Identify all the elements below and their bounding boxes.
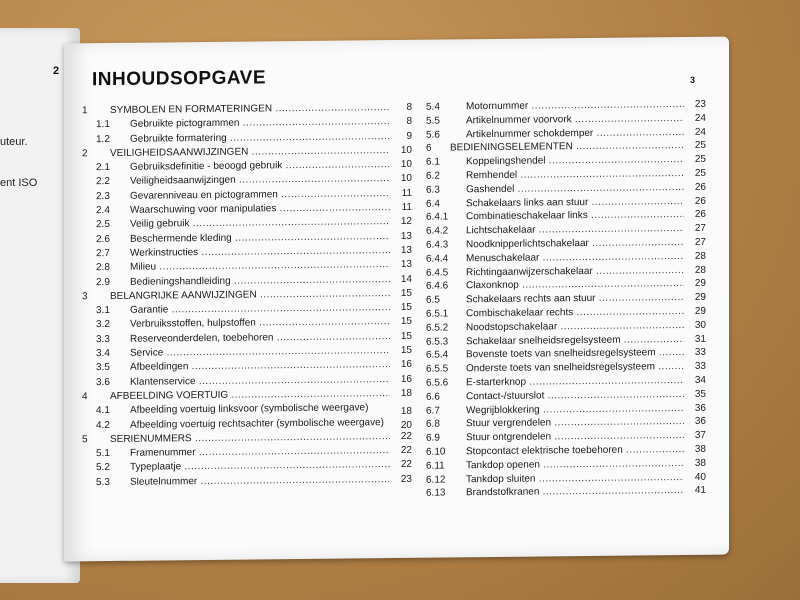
toc-entry-page: 20	[400, 419, 412, 431]
toc-entry-number: 6.5.2	[426, 322, 449, 334]
toc-entry	[426, 485, 706, 502]
toc-entry-page: 25	[694, 140, 706, 152]
toc-entry-number: 6.5.6	[426, 377, 449, 389]
toc-entry-page: 34	[694, 374, 706, 386]
toc-entry-page: 14	[400, 273, 412, 285]
toc-entry-page: 13	[400, 244, 412, 256]
toc-entry-number: 6.4.3	[426, 239, 449, 251]
toc-entry-page: 18	[400, 387, 412, 399]
toc-entry-page: 38	[694, 443, 706, 455]
toc-entry-title: Richtingaanwijzerschakelaar .....	[466, 265, 684, 278]
toc-entry-page: 15	[400, 301, 412, 314]
toc-entry-title: Garantie .....	[130, 302, 390, 316]
toc-entry	[82, 474, 412, 492]
toc-entry-page: 8	[406, 116, 412, 128]
toc-entry-number: 3.2	[96, 319, 110, 331]
toc-entry-title: Bovenste toets van snelheidsregelsysteem .....	[466, 347, 684, 360]
toc-entry-number: 6.13	[426, 487, 446, 500]
toc-entry-page: 15	[400, 344, 412, 357]
toc-entry-number: 3.3	[96, 333, 110, 345]
toc-entry-page: 12	[400, 216, 412, 228]
toc-entry-number: 6.4.4	[426, 253, 449, 265]
toc-entry-page: 16	[400, 373, 412, 385]
toc-entry-title: Artikelnummer schokdemper .....	[466, 127, 684, 140]
toc-entry-number: 6.9	[426, 432, 440, 444]
toc-entry-title: Contact-/stuurslot .....	[466, 389, 684, 402]
toc-entry-page: 33	[694, 347, 706, 359]
left-page-number: 2	[53, 65, 60, 77]
toc-entry-page: 27	[694, 236, 706, 248]
toc-entry-number: 4.2	[96, 419, 110, 431]
left-page-text-fragment: ent ISO	[0, 177, 38, 189]
toc-entry-title: Koppelingshendel .....	[466, 154, 684, 167]
toc-entry-number: 1.1	[96, 119, 110, 131]
toc-entry-page: 18	[400, 405, 412, 417]
toc-entry-page: 33	[694, 360, 706, 373]
toc-entry-title: Waarschuwing voor manipulaties .....	[130, 202, 390, 216]
page-title: INHOUDSOPGAVE	[92, 67, 267, 91]
toc-entry-page: 30	[694, 319, 706, 331]
toc-entry-title: Menuschakelaar .....	[466, 251, 684, 264]
toc-entry-number: 2	[82, 148, 88, 160]
toc-entry-page: 13	[400, 230, 412, 242]
toc-entry-title: Sleutelnummer .....	[130, 474, 390, 488]
toc-entry-page: 23	[400, 473, 412, 485]
toc-entry-number: 2.5	[96, 219, 110, 231]
toc-entry-title: AFBEELDING VOERTUIG .....	[110, 388, 390, 402]
toc-entry-page: 16	[400, 359, 412, 371]
toc-entry-page: 29	[694, 305, 706, 317]
toc-entry-title: Motornummer .....	[466, 99, 684, 112]
toc-entry-title: Tankdop sluiten .....	[466, 472, 684, 485]
toc-entry-number: 3	[82, 291, 88, 303]
toc-entry-page: 31	[694, 333, 706, 345]
toc-entry-title: BELANGRIJKE AANWIJZINGEN .....	[110, 288, 390, 302]
toc-entry-title: Gebruikte pictogrammen .....	[130, 116, 390, 130]
toc-entry-number: 4	[82, 391, 88, 403]
toc-entry-number: 5.3	[96, 476, 110, 488]
toc-entry-title: Afbeeldingen .....	[130, 359, 390, 373]
toc-entry-number: 5.4	[426, 101, 440, 113]
toc-entry-number: 6.10	[426, 446, 446, 458]
toc-entry-number: 6.3	[426, 184, 440, 196]
toc-entry-number: 1.2	[96, 133, 110, 145]
toc-entry-title: Veiligheidsaanwijzingen .....	[130, 174, 390, 188]
toc-entry-page: 15	[400, 287, 412, 299]
toc-entry-number: 6.4.2	[426, 225, 449, 237]
toc-entry-page: 11	[401, 201, 412, 214]
toc-entry-page: 15	[400, 330, 412, 342]
toc-entry-title: SERIENUMMERS .....	[110, 431, 390, 445]
toc-entry-number: 3.6	[96, 376, 110, 388]
toc-entry-number: 6.5.3	[426, 336, 449, 348]
toc-entry-page: 13	[400, 259, 412, 271]
toc-entry-page: 24	[694, 126, 706, 138]
toc-entry-page: 10	[400, 173, 412, 185]
toc-entry-page: 10	[400, 159, 412, 171]
toc-entry-title: Tankdop openen .....	[466, 458, 684, 471]
toc-entry-title: Stuur vergrendelen .....	[466, 416, 684, 429]
toc-entry-number: 2.3	[96, 190, 110, 202]
toc-right-column	[426, 99, 706, 502]
toc-entry-number: 6	[426, 143, 432, 155]
toc-entry-title: Framenummer .....	[130, 445, 390, 459]
toc-entry-page: 40	[694, 471, 706, 483]
toc-entry-title: BEDIENINGSELEMENTEN .....	[450, 140, 684, 153]
toc-entry-page: 25	[694, 167, 706, 179]
toc-entry-number: 6.1	[426, 156, 440, 168]
toc-entry-number: 3.4	[96, 348, 110, 360]
toc-entry-page: 9	[406, 130, 412, 142]
toc-entry-number: 6.5.1	[426, 308, 449, 320]
toc-entry-page: 29	[694, 291, 706, 304]
toc-entry-page: 27	[694, 222, 706, 235]
toc-entry-number: 2.4	[96, 205, 110, 217]
toc-entry-number: 2.1	[96, 162, 110, 174]
toc-entry-title: E-starterknop .....	[466, 375, 684, 388]
toc-entry-title: Gevarenniveau en pictogrammen .....	[130, 188, 390, 202]
toc-entry-number: 5.6	[426, 129, 440, 141]
toc-entry-title: Combischakelaar rechts .....	[466, 306, 684, 319]
toc-entry-title: Klantenservice .....	[130, 374, 390, 388]
toc-entry-page: 25	[694, 153, 706, 166]
toc-entry-number: 2.6	[96, 233, 110, 245]
toc-entry-title: VEILIGHEIDSAANWIJZINGEN .....	[110, 145, 390, 159]
toc-entry-number: 5	[82, 434, 88, 446]
toc-entry-number: 6.7	[426, 405, 440, 417]
toc-entry-page: 26	[694, 209, 706, 221]
toc-entry-title: Afbeelding voertuig linksvoor (symbolische weergave)	[130, 402, 369, 417]
toc-entry-title: Stuur ontgrendelen .....	[466, 430, 684, 443]
toc-entry-title: Schakelaars rechts aan stuur .....	[466, 292, 684, 305]
toc-entry-title: Veilig gebruik .....	[130, 216, 390, 230]
toc-entry-page: 28	[694, 250, 706, 262]
toc-entry-page: 10	[400, 144, 412, 156]
toc-entry-page: 23	[694, 98, 706, 110]
toc-entry-page: 36	[694, 416, 706, 428]
toc-entry-page: 37	[694, 429, 706, 442]
toc-entry-title: Gebruikte formatering .....	[130, 131, 390, 145]
toc-entry-number: 6.11	[426, 460, 445, 472]
toc-entry-number: 3.1	[96, 305, 110, 317]
toc-entry-page: 11	[401, 187, 412, 199]
toc-entry-page: 29	[694, 278, 706, 290]
toc-entry-title: Milieu .....	[130, 259, 390, 273]
toc-entry-title: Noodknipperlichtschakelaar .....	[466, 237, 684, 250]
toc-entry-number: 2.2	[96, 176, 110, 188]
toc-entry-page: 22	[400, 430, 412, 442]
toc-entry-page: 15	[400, 316, 412, 328]
toc-entry-number: 6.4.5	[426, 267, 449, 279]
toc-entry-number: 6.4	[426, 198, 440, 210]
toc-entry-number: 1	[82, 105, 88, 117]
toc-entry-page: 26	[694, 181, 706, 193]
toc-entry-page: 26	[694, 195, 706, 207]
toc-entry-title: Bedieningshandleiding .....	[130, 274, 390, 288]
toc-entry-title: Claxonknop .....	[466, 278, 684, 291]
toc-entry-number: 2.8	[96, 262, 110, 274]
toc-entry-title: Schakelaars links aan stuur .....	[466, 196, 684, 209]
toc-entry-title: Onderste toets van snelheidsregelsysteem .....	[466, 361, 684, 374]
toc-entry-title: Afbeelding voertuig rechtsachter (symbolische weergave)	[130, 416, 385, 431]
toc-entry-number: 5.5	[426, 115, 440, 127]
toc-entry-title: Combinatieschakelaar links .....	[466, 209, 684, 222]
toc-entry-title: Service .....	[130, 345, 390, 359]
toc-entry-title: Artikelnummer voorvork .....	[466, 113, 684, 126]
toc-entry-number: 6.12	[426, 474, 446, 486]
toc-entry-title: Lichtschakelaar .....	[466, 223, 684, 236]
toc-entry-number: 6.8	[426, 418, 440, 431]
toc-entry-title: Werkinstructies .....	[130, 245, 390, 259]
toc-entry-title: Wegrijblokkering .....	[466, 403, 684, 416]
toc-entry-number: 5.1	[96, 448, 110, 460]
toc-entry-number: 2.9	[96, 276, 110, 288]
toc-entry-title: Stopcontact elektrische toebehoren .....	[466, 444, 684, 457]
toc-entry-title: Reserveonderdelen, toebehoren .....	[130, 331, 390, 345]
left-page-text-fragment: uteur.	[0, 136, 28, 148]
toc-left-column	[82, 102, 412, 491]
toc-entry-number: 6.4.1	[426, 211, 449, 224]
toc-entry-number: 6.4.6	[426, 280, 449, 293]
toc-entry-page: 22	[400, 444, 412, 457]
toc-entry-page: 41	[694, 485, 706, 497]
toc-entry-title: Beschermende kleding .....	[130, 231, 390, 245]
toc-entry-page: 28	[694, 264, 706, 276]
toc-entry-number: 6.6	[426, 391, 440, 403]
toc-entry-number: 6.2	[426, 170, 440, 182]
toc-entry-title: Gashendel .....	[466, 182, 684, 195]
toc-entry-number: 6.5.5	[426, 363, 449, 375]
toc-entry-title: SYMBOLEN EN FORMATERINGEN .....	[110, 102, 390, 116]
toc-entry-number: 2.7	[96, 247, 110, 260]
toc-entry-number: 4.1	[96, 405, 110, 417]
toc-entry-title: Gebruiksdefinitie - beoogd gebruik .....	[130, 159, 390, 173]
toc-entry-number: 3.5	[96, 362, 110, 374]
toc-entry-page: 8	[406, 101, 412, 113]
toc-entry-page: 38	[694, 457, 706, 469]
toc-entry-title: Typeplaatje .....	[130, 459, 390, 473]
toc-entry-title: Brandstofkranen .....	[466, 485, 684, 498]
toc-entry-page: 36	[694, 402, 706, 414]
toc-entry-page: 24	[694, 112, 706, 124]
toc-page	[64, 37, 729, 562]
toc-entry-number: 5.2	[96, 462, 110, 474]
toc-entry-title: Noodstopschakelaar .....	[466, 320, 684, 333]
toc-entry-number: 6.5.4	[426, 349, 449, 362]
toc-entry-title: Verbruiksstoffen, hulpstoffen .....	[130, 317, 390, 331]
toc-entry-title: Schakelaar snelheidsregelsysteem .....	[466, 334, 684, 347]
toc-entry-title: Remhendel .....	[466, 168, 684, 181]
page-number: 3	[690, 74, 696, 85]
toc-entry-number: 6.5	[426, 294, 440, 306]
toc-entry-page: 22	[400, 459, 412, 471]
toc-entry-page: 35	[694, 388, 706, 400]
